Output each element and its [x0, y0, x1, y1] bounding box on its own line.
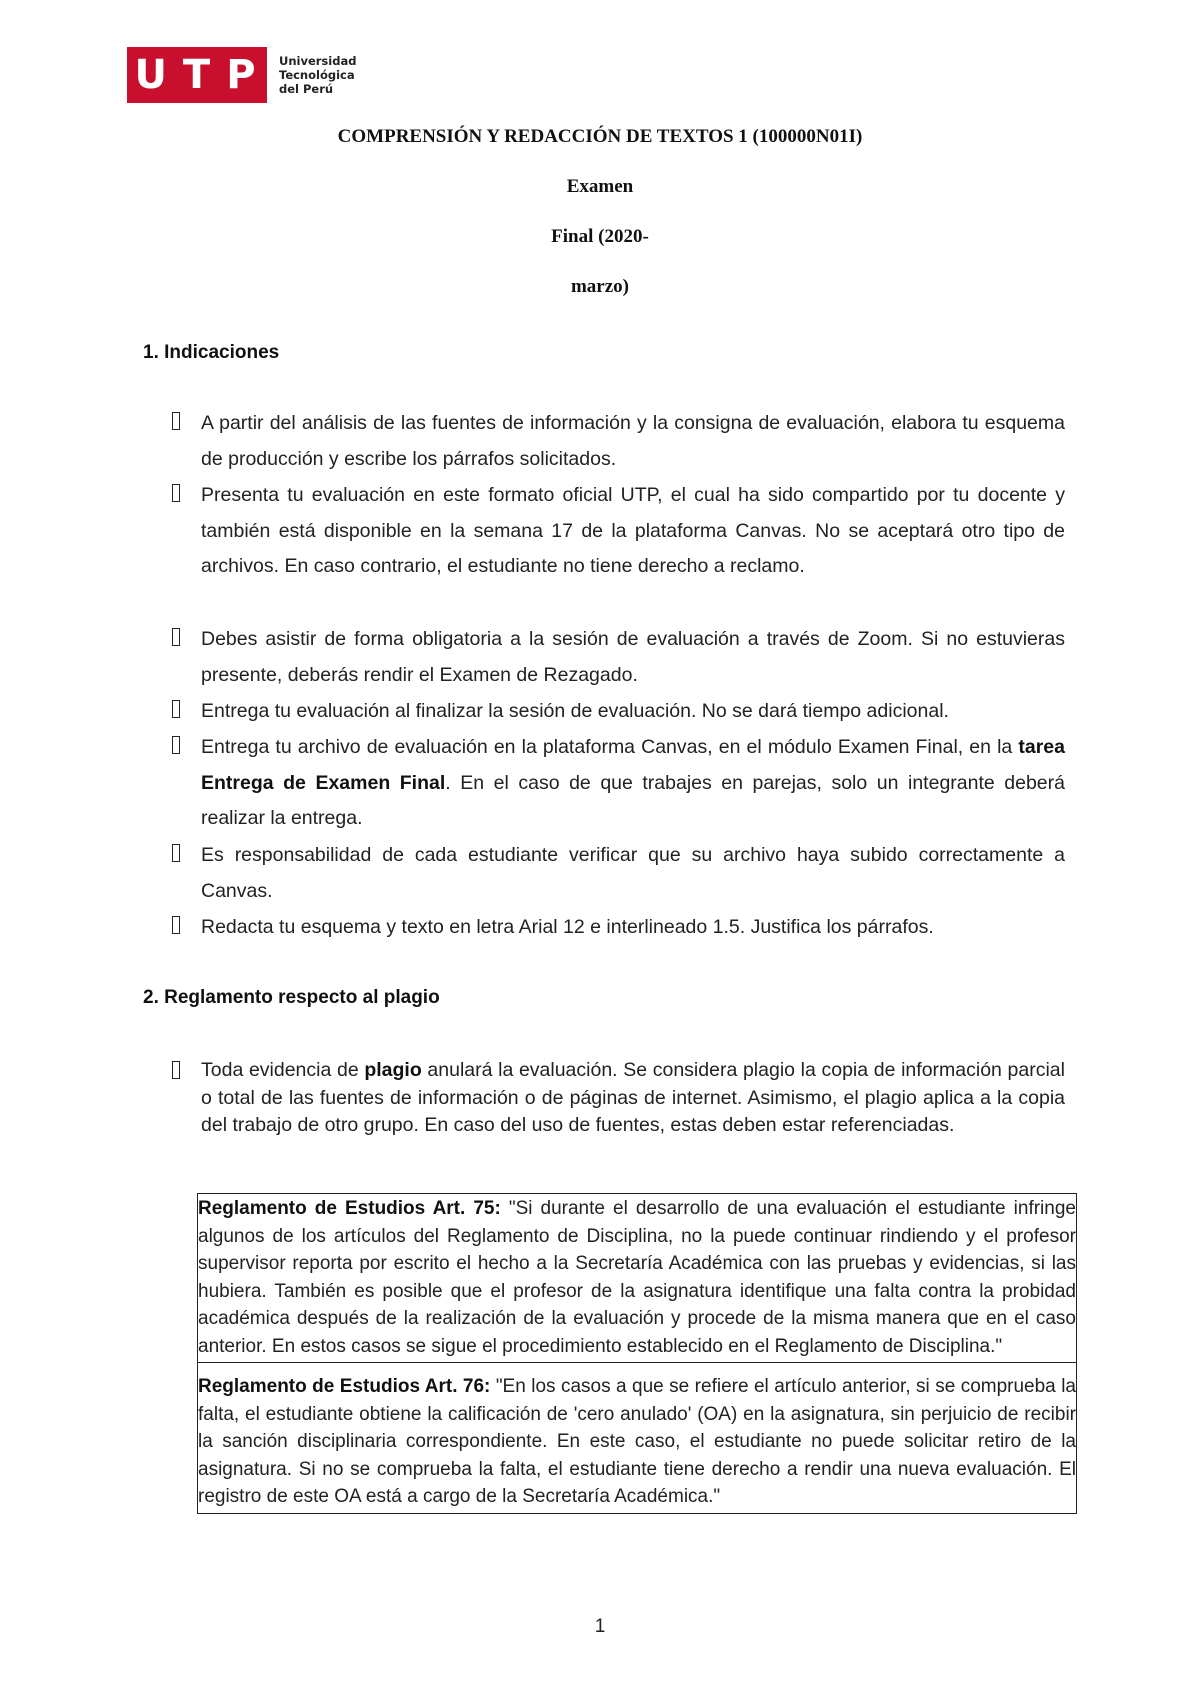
list-item: Debes asistir de forma obligatoria a la sesión de evaluación a través de Zoom. Si no estuvieras presente, deberás rendir el Examen de Rezagado.	[172, 622, 1065, 693]
list-item: A partir del análisis de las fuentes de información y la consigna de evaluación, elabora tu esquema de producción y escribe los párrafos solicitados.	[172, 406, 1065, 477]
exam-period-line2: marzo)	[570, 276, 630, 297]
section-title-indicaciones: 1. Indicaciones	[143, 342, 280, 363]
bullet-icon	[172, 844, 180, 862]
regulation-label: Reglamento de Estudios Art. 76:	[198, 1376, 491, 1397]
regulation-art-75	[198, 1194, 1076, 1362]
logo-letter: P	[226, 52, 260, 98]
list-item: Presenta tu evaluación en este formato oficial UTP, el cual ha sido compartido por tu docente y también está disponible en la semana 17 de la plataforma Canvas. No se aceptará otro tipo de archivos. En caso contrario, el estudiante no tiene derecho a reclamo.	[172, 478, 1065, 585]
exam-title: Examen	[566, 176, 634, 197]
bullet-icon	[172, 628, 180, 646]
regulation-text: "Si durante el desarrollo de una evaluación el estudiante infringe algunos de los artículos del Reglamento de Disciplina, no la puede continuar rindiendo y el profesor supervisor reporta por escrito el hecho a la Secretaría Académica con las pruebas y evidencias, si las hubiera. También es posible que el profesor de la asignatura identifique una falta contra la probidad académica después de la realización de la evaluación y procede de la misma manera que en el caso anterior. En estos casos se sigue el procedimiento establecido en el Reglamento de Disciplina."	[198, 1198, 1076, 1357]
bullet-icon	[172, 412, 180, 430]
regulation-art-76	[198, 1362, 1076, 1513]
list-item: Entrega tu evaluación al finalizar la sesión de evaluación. No se dará tiempo adicional.	[172, 694, 1065, 730]
emphasis-text: tarea Entrega de Examen Final	[201, 736, 1065, 794]
logo-letter: T	[182, 52, 215, 98]
list-item: Redacta tu esquema y texto en letra Arial 12 e interlineado 1.5. Justifica los párrafos.	[172, 910, 1065, 946]
bullet-icon	[172, 484, 180, 502]
logo-letter: U	[134, 52, 171, 98]
list-item: Toda evidencia de plagio anulará la evaluación. Se considera plagio la copia de información parcial o total de las fuentes de información o de páginas de internet. Asimismo, el plagio aplica a la copia del trabajo de otro grupo. En caso del uso de fuentes, estas deben estar referenciadas.	[172, 1057, 1065, 1140]
emphasis-text: plagio	[364, 1059, 422, 1081]
bullet-icon	[172, 916, 180, 934]
regulation-text: "En los casos a que se refiere el artículo anterior, si se comprueba la falta, el estudiante obtiene la calificación de 'cero anulado' (OA) en la asignatura, sin perjuicio de recibir la sanción disciplinaria correspondiente. En este caso, el estudiante no puede solicitar retiro de la asignatura. Si no se comprueba la falta, el estudiante tiene derecho a rendir una nueva evaluación. El registro de este OA está a cargo de la Secretaría Académica."	[198, 1376, 1076, 1507]
course-title: COMPRENSIÓN Y REDACCIÓN DE TEXTOS 1 (100000N01I)	[337, 126, 863, 147]
logo-line: del Perú	[279, 82, 334, 96]
exam-period-line1: Final (2020-	[551, 226, 649, 247]
regulation-label: Reglamento de Estudios Art. 75:	[198, 1198, 501, 1219]
regulations-box	[197, 1193, 1077, 1514]
logo-line: Tecnológica	[279, 68, 355, 82]
bullet-icon	[172, 736, 180, 754]
list-item: Es responsabilidad de cada estudiante verificar que su archivo haya subido correctamente a Canvas.	[172, 838, 1065, 909]
utp-logo-text	[279, 54, 356, 96]
bullet-icon	[172, 1061, 180, 1079]
list-item: Entrega tu archivo de evaluación en la plataforma Canvas, en el módulo Examen Final, en la tarea Entrega de Examen Final. En el caso de que trabajes en parejas, solo un integrante deberá realizar la entrega.	[172, 730, 1065, 837]
page-number: 1	[594, 1616, 606, 1637]
bullet-icon	[172, 700, 180, 718]
utp-logo	[127, 47, 356, 103]
logo-line: Universidad	[279, 54, 357, 68]
utp-logo-mark	[127, 47, 267, 103]
section-title-plagio: 2. Reglamento respecto al plagio	[143, 987, 440, 1008]
